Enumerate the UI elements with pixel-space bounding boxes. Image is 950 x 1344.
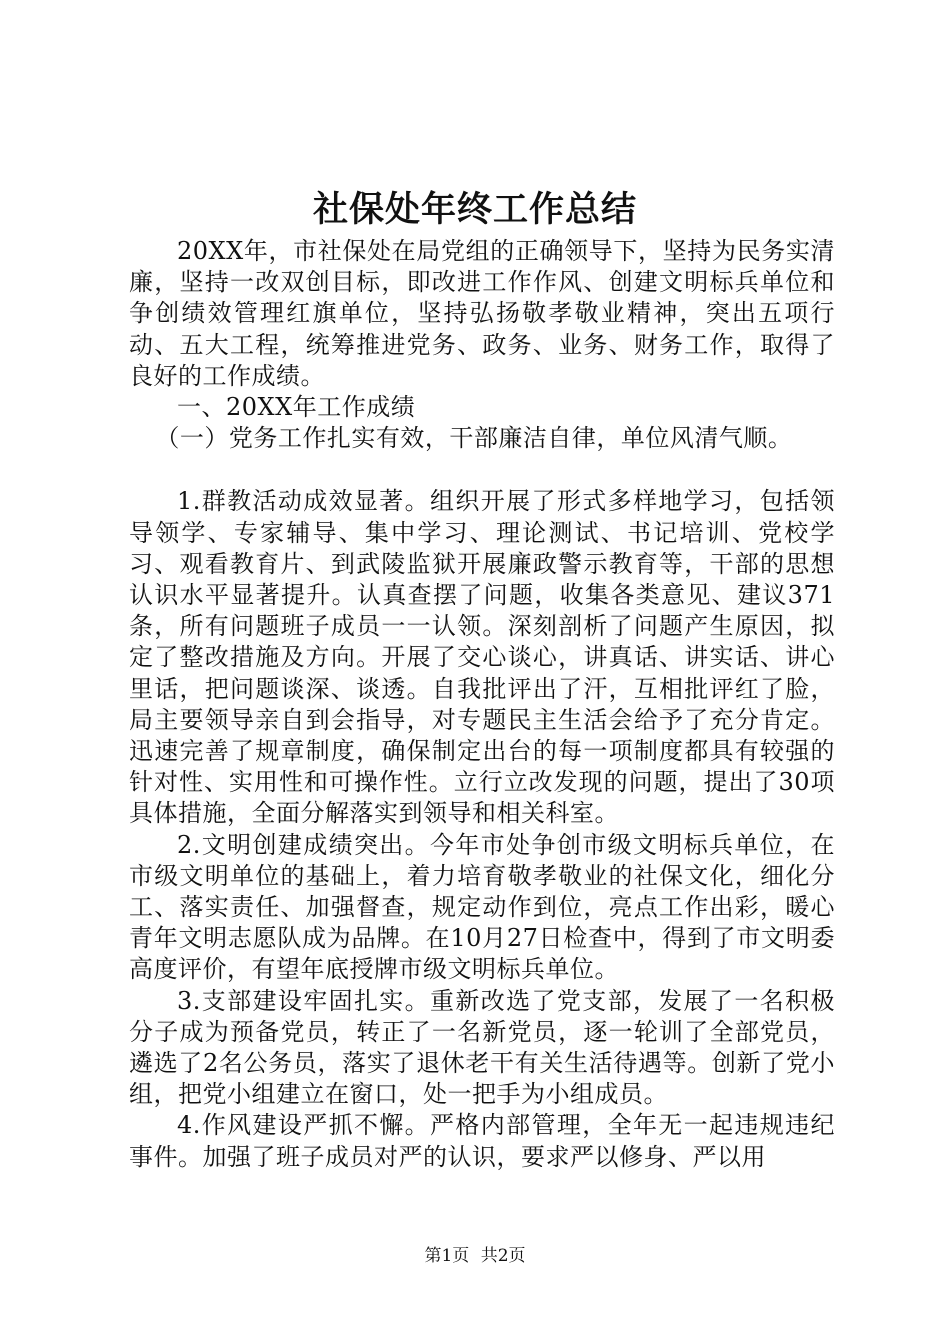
body-paragraph: 4.作风建设严抓不懈。严格内部管理，全年无一起违规违纪事件。加强了班子成员对严的认识，要求严以修身、严以用	[129, 1111, 835, 1171]
body-paragraph: 1.群教活动成效显著。组织开展了形式多样地学习，包括领导领学、专家辅导、集中学习、理论测试、书记培训、党校学习、观看教育片、到武陵监狱开展廉政警示教育等，干部的思想认识水平显著提升。认真查摆了问题，收集各类意见、建议371条，所有问题班子成员一一认领。深刻剖析了问题产生原因，拟定了整改措施及方向。开展了交心谈心，讲真话、讲实话、讲心里话，把问题谈深、谈透。自我批评出了汗，互相批评红了脸，局主要领导亲自到会指导，对专题民主生活会给予了充分肯定。迅速完善了规章制度，确保制定出台的每一项制度都具有较强的针对性、实用性和可操作性。立行立改发现的问题，提出了30项具体措施，全面分解落实到领导和相关科室。	[129, 487, 835, 828]
body-paragraph: 2.文明创建成绩突出。今年市处争创市级文明标兵单位，在市级文明单位的基础上，着力培育敬孝敬业的社保文化，细化分工、落实责任、加强督查，规定动作到位，亮点工作出彩，暖心青年文明志愿队成为品牌。在10月27日检查中，得到了市文明委高度评价，有望年底授牌市级文明标兵单位。	[129, 830, 835, 984]
intro-paragraph: 20XX年，市社保处在局党组的正确领导下，坚持为民务实清廉，坚持一改双创目标，即改进工作作风、创建文明标兵单位和争创绩效管理红旗单位，坚持弘扬敬孝敬业精神，突出五项行动、五大工程，统筹推进党务、政务、业务、财务工作，取得了良好的工作成绩。	[129, 237, 835, 390]
document-title: 社保处年终工作总结	[312, 189, 637, 230]
page-total: 共2页	[480, 1246, 526, 1266]
body-paragraph: 3.支部建设牢固扎实。重新改选了党支部，发展了一名积极分子成为预备党员，转正了一名新党员，逐一轮训了全部党员，遴选了2名公务员，落实了退休老干有关生活待遇等。创新了党小组，把党小组建立在窗口，处一把手为小组成员。	[129, 986, 835, 1109]
subsection-heading: （一）党务工作扎实有效，干部廉洁自律，单位风清气顺。	[155, 424, 793, 453]
document-body	[129, 236, 835, 1173]
page-number: 第1页	[424, 1246, 470, 1266]
section-heading: 一、20XX年工作成绩	[177, 393, 416, 422]
page-footer	[0, 1244, 950, 1268]
